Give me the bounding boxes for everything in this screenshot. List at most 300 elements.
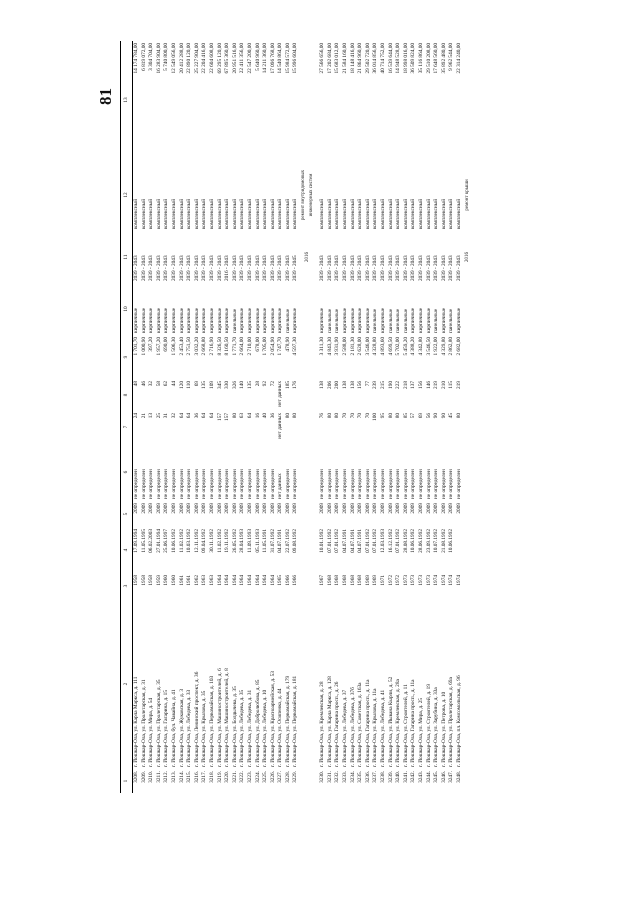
table-row xyxy=(327,41,335,793)
table-cell: 11.02.1992 xyxy=(216,529,223,553)
table-cell: 6 819 072,00 xyxy=(140,43,147,71)
table-cell: 15 683 012,00 xyxy=(334,43,341,74)
table-cell: 80 xyxy=(231,413,238,419)
table-cell: г. Йошкар-Ола, ул. Жуковская, д. 3 xyxy=(178,688,185,767)
table-cell: 64 xyxy=(208,413,215,419)
table-cell: 35 116 864,00 xyxy=(417,43,424,74)
table-cell: 2039 - 2043 xyxy=(326,255,333,281)
section-note-row xyxy=(300,41,315,793)
table-cell: 1973 xyxy=(425,575,432,586)
table-cell: 32 xyxy=(148,381,155,387)
table-cell: 1964 xyxy=(224,575,231,586)
table-row xyxy=(232,41,240,793)
empty-cell xyxy=(464,527,472,573)
table-cell: панельные xyxy=(402,308,409,333)
table-cell: 58 xyxy=(155,381,162,387)
table-cell: 11.02.1992 xyxy=(178,529,185,553)
table-cell: 1964 xyxy=(254,575,261,586)
table-cell: 2 710,00 xyxy=(246,337,253,356)
table-cell: 1959 xyxy=(155,575,162,586)
table-cell: 1966 xyxy=(292,575,299,586)
table-cell: не определен xyxy=(216,469,223,499)
table-cell: 2009 xyxy=(193,503,200,514)
table-cell: 2009 xyxy=(163,503,170,514)
table-cell: 28.08.1992 xyxy=(402,529,409,553)
empty-cell xyxy=(464,283,472,335)
table-cell: 10.07.1992 xyxy=(433,529,440,553)
table-cell: г. Йошкар-Ола, ул. Кремлевская, д. 28 xyxy=(319,681,326,767)
table-cell: 40 xyxy=(262,413,269,419)
table-cell: комплексный xyxy=(216,198,223,229)
table-cell: 140 xyxy=(239,381,246,389)
table-cell: г. Йошкар-Ола, ул. Осипенко, д. 44 xyxy=(277,688,284,767)
table-row xyxy=(334,41,342,793)
table-cell: 2009 xyxy=(246,503,253,514)
table-cell: не определен xyxy=(342,469,349,499)
table-cell: не определен xyxy=(372,469,379,499)
table-cell: 23.09.1992 xyxy=(425,529,432,553)
table-cell: 3219. xyxy=(216,771,223,783)
table-cell: 3213. xyxy=(170,771,177,783)
table-cell: г. Йошкар-Ола, ул. Петрова, д. 10 xyxy=(440,691,447,767)
table-cell: кирпичные xyxy=(455,307,462,333)
table-cell: 115 xyxy=(448,381,455,389)
table-cell: 14 211 360,00 xyxy=(262,43,269,74)
table-cell: 10.06.1992 xyxy=(448,529,455,553)
table-cell: 200 xyxy=(334,381,341,389)
table-cell: 3225. xyxy=(262,771,269,783)
table-cell: 45 xyxy=(448,413,455,419)
table-cell: 29 510 208,00 xyxy=(425,43,432,74)
table-cell: 2039 - 2043 xyxy=(186,255,193,281)
table-cell: комплексный xyxy=(284,198,291,229)
table-cell: 3234. xyxy=(349,771,356,783)
table-cell: г. Йошкар-Ола, ул. Первомайская, д. 181 xyxy=(292,675,299,767)
table-row xyxy=(426,41,434,793)
table-cell xyxy=(456,527,464,573)
table-cell: 2039 - 2043 xyxy=(246,255,253,281)
table-cell: 3214. xyxy=(178,771,185,783)
table-cell: 5 640 960,00 xyxy=(254,43,261,71)
table-cell: 16 xyxy=(254,413,261,419)
table-cell: 4 699,50 xyxy=(387,337,394,356)
section-note-row xyxy=(464,41,472,793)
table-cell: не определен xyxy=(326,469,333,499)
table-cell: комплексный xyxy=(425,198,432,229)
table-cell: кирпичные xyxy=(239,307,246,333)
table-cell: г. Йошкар-Ола, Гагарина просп., д. 11а xyxy=(364,679,371,767)
table-cell: г. Йошкар-Ола, ул. Крылова, д. 11а xyxy=(372,688,379,767)
table-cell: кирпичные xyxy=(140,307,147,333)
table-cell: 3218. xyxy=(208,771,215,783)
table-cell: 56 xyxy=(425,413,432,419)
table-cell: 05.11.1993 xyxy=(254,529,261,553)
table-row xyxy=(201,41,209,793)
table-cell: кирпичные xyxy=(133,307,139,333)
table-cell: кирпичные xyxy=(170,307,177,333)
table-cell: 2 716,90 xyxy=(208,337,215,356)
table-cell: 1974 xyxy=(448,575,455,586)
table-cell: 80 xyxy=(326,413,333,419)
table-cell: комплексный xyxy=(319,198,326,229)
table-cell: комплексный xyxy=(133,198,139,229)
table-cell: 2039 - 2043 xyxy=(425,255,432,281)
table-cell: г. Йошкар-Ола, Ленинский проспект, д. 36 xyxy=(193,671,200,767)
empty-cell xyxy=(464,335,472,379)
table-cell: 185 xyxy=(284,381,291,389)
table-cell: 1968 xyxy=(349,575,356,586)
table-cell: 90 xyxy=(433,413,440,419)
table-cell: г. Йошкар-Ола, ул. Советская, д. 163а xyxy=(357,682,364,767)
table-cell: 2009 xyxy=(277,503,284,514)
table-cell: г. Йошкар-Ола, ул. Машиностроителей, д. 8 xyxy=(224,668,231,767)
table-cell: г. Йошкар-Ола, бул. Чавайна, д. 41 xyxy=(170,689,177,767)
table-cell: 330 xyxy=(224,381,231,389)
table-cell: г. Йошкар-Ола, ул. Йывана Кырли, д. 52 xyxy=(387,676,394,767)
table-cell: 2039 - 2043 xyxy=(155,255,162,281)
table-cell: комплексный xyxy=(395,198,402,229)
table-cell: 69 xyxy=(193,381,200,387)
table-cell: 31.07.1992 xyxy=(269,529,276,553)
table-cell: 1 747,70 xyxy=(277,337,284,356)
table-cell: 2009 xyxy=(455,503,462,514)
table-cell: комплексный xyxy=(433,198,440,229)
table-cell: 21 xyxy=(140,413,147,419)
table-row xyxy=(141,41,149,793)
table-cell: 12 549 056,00 xyxy=(170,43,177,74)
table-cell: г. Йошкар-Ола, ул. Лебедева, д. 37б xyxy=(349,687,356,767)
table-cell: 2 751,50 xyxy=(186,337,193,356)
table-cell: панельные xyxy=(231,308,238,333)
table-cell: 92 xyxy=(262,381,269,387)
table-cell: г. Йошкар-Ола, ул. Первомайская, д. 103 xyxy=(208,675,215,767)
table-cell: 21 864 960,00 xyxy=(357,43,364,74)
table-cell: кирпичные xyxy=(216,307,223,333)
table-cell: не определен xyxy=(319,469,326,499)
table-cell: комплексный xyxy=(170,198,177,229)
table-cell: 2009 xyxy=(425,503,432,514)
table-cell: 1964 xyxy=(246,575,253,586)
table-cell: 219 xyxy=(433,381,440,389)
table-cell: панельные xyxy=(372,308,379,333)
table-cell: 3221. xyxy=(231,771,238,783)
table-cell: кирпичные xyxy=(201,307,208,333)
table-row xyxy=(380,41,388,793)
table-row xyxy=(357,41,365,793)
table-cell: 30.11.1992 xyxy=(208,529,215,553)
table-cell: 3229. xyxy=(292,771,299,783)
table-cell: 2039 - 2043 xyxy=(387,255,394,281)
column-header: 10 xyxy=(121,283,133,335)
table-cell: 14 174 784,00 xyxy=(133,43,139,74)
table-cell: 04.07.1991 xyxy=(357,529,364,553)
table-cell: 72 xyxy=(269,381,276,387)
table-cell: панельные xyxy=(395,308,402,333)
table-cell: 22.07.1992 xyxy=(284,529,291,553)
table-cell: 25 xyxy=(155,413,162,419)
column-header: 1 xyxy=(121,769,133,793)
table-cell: не определен xyxy=(380,469,386,499)
note-period: 2016 xyxy=(304,252,310,262)
table-cell: кирпичные xyxy=(246,307,253,333)
table-cell: 2 453,40 xyxy=(178,337,185,356)
table-row xyxy=(209,41,217,793)
table-cell: 2009 xyxy=(410,503,417,514)
table-cell: комплексный xyxy=(208,198,215,229)
table-cell: г. Йошкар-Ола, ул. Мира, д. 54 xyxy=(148,697,155,767)
table-cell: 2 181,30 xyxy=(349,337,356,356)
table-cell: 1 922,00 xyxy=(433,337,440,356)
table-row xyxy=(292,41,300,793)
table-cell: комплексный xyxy=(440,198,447,229)
table-cell: 21.08.1992 xyxy=(440,529,447,553)
table-cell: не определен xyxy=(292,469,299,499)
table-cell: 70 xyxy=(342,413,349,419)
table-cell: 2009 xyxy=(201,503,208,514)
table-cell: 1958 xyxy=(133,575,139,586)
table-row xyxy=(403,41,411,793)
table-cell: 3245. xyxy=(433,771,440,783)
table-row xyxy=(372,41,380,793)
table-cell: кирпичные xyxy=(193,307,200,333)
table-cell: комплексный xyxy=(326,198,333,229)
table-cell: 1974 xyxy=(433,575,440,586)
table-cell: 62 xyxy=(163,381,170,387)
table-cell: нет данных xyxy=(277,413,284,439)
table-cell: 1969 xyxy=(364,575,371,586)
table-cell: 06.02.2003 xyxy=(148,529,155,553)
table-cell: 69 295 120,00 xyxy=(216,43,223,74)
table-cell: кирпичные xyxy=(148,307,155,333)
table-cell: 2009 xyxy=(319,503,326,514)
table-row xyxy=(441,41,449,793)
table-cell: 397,20 xyxy=(148,337,155,352)
table-cell: 2039 - 2043 xyxy=(349,255,356,281)
table-row xyxy=(262,41,270,793)
table-cell: 2039 - 2043 xyxy=(239,255,246,281)
table-row xyxy=(194,41,202,793)
empty-cell xyxy=(300,283,315,335)
table-cell: 2009 xyxy=(448,503,455,514)
table-cell: 22 604 608,00 xyxy=(208,43,215,74)
table-cell: не определен xyxy=(349,469,356,499)
table-cell: комплексный xyxy=(262,198,269,229)
table-row xyxy=(433,41,441,793)
table-cell: 64 xyxy=(201,413,208,419)
table-cell: 219 xyxy=(455,381,462,389)
table-cell: 3244. xyxy=(425,771,432,783)
table-cell: не определен xyxy=(246,469,253,499)
empty-cell xyxy=(300,379,315,411)
table-cell: комплексный xyxy=(148,198,155,229)
table-cell: 76 xyxy=(319,413,326,419)
table-cell: 80 xyxy=(292,413,299,419)
table-cell: 326 xyxy=(231,381,238,389)
table-cell: 1972 xyxy=(387,575,394,586)
table-cell: 10.03.1992 xyxy=(186,529,193,553)
empty-cell xyxy=(300,527,315,573)
table-cell: 64 xyxy=(178,413,185,419)
column-header: 11 xyxy=(121,231,133,283)
table-cell: кирпичные xyxy=(410,307,417,333)
table-cell: комплексный xyxy=(269,198,276,229)
column-header: 2 xyxy=(121,599,133,769)
table-cell: комплексный xyxy=(140,198,147,229)
table-cell: 2009 xyxy=(262,503,269,514)
table-cell: не определен xyxy=(387,469,394,499)
table-cell: 57 xyxy=(410,413,417,419)
table-cell: г. Йошкар-Ола, ул. Лебедева, д. 35 xyxy=(239,689,246,767)
table-cell: 27 566 656,00 xyxy=(319,43,326,74)
table-cell: 2039 - 2043 xyxy=(140,255,147,281)
table-row xyxy=(255,41,263,793)
table-cell: кирпичные xyxy=(342,307,349,333)
table-cell: 4 342,80 xyxy=(417,337,424,356)
table-cell: комплексный xyxy=(254,198,261,229)
table-cell: 3 931,90 xyxy=(334,337,341,356)
table-cell: г. Йошкар-Ола, ул. Лебедева, д. 41 xyxy=(380,689,386,767)
table-cell: 3 304 704,00 xyxy=(148,43,155,71)
table-cell: 2009 xyxy=(326,503,333,514)
table-cell: 3220. xyxy=(224,771,231,783)
table-cell: 2009 xyxy=(334,503,341,514)
table-cell: комплексный xyxy=(402,198,409,229)
table-cell: комплексный xyxy=(239,198,246,229)
table-cell: 21 584 160,00 xyxy=(342,43,349,74)
table-cell: г. Йошкар-Ола, ул. Лебедева, д. 33 xyxy=(186,689,193,767)
table-cell: 2 588,00 xyxy=(342,337,349,356)
table-cell: 25.06.1997 xyxy=(163,529,170,553)
table-cell: не определен xyxy=(208,469,215,499)
table-cell: 1966 xyxy=(284,575,291,586)
table-cell: 2039 - 2043 xyxy=(193,255,200,281)
column-header: 7 xyxy=(121,411,133,443)
table-row xyxy=(239,41,247,793)
table-cell: г. Йошкар-Ола, ул. Машиностроителей, д. 6 xyxy=(216,668,223,767)
note-label: ремонт крыши xyxy=(464,179,470,211)
empty-cell xyxy=(300,501,315,527)
table-cell: комплексный xyxy=(231,198,238,229)
table-cell: кирпичные xyxy=(224,307,231,333)
table-row xyxy=(277,41,285,793)
table-row xyxy=(224,41,232,793)
table-cell: 2039 - 2043 xyxy=(455,255,462,281)
table-cell: 110 xyxy=(186,381,193,389)
table-cell: 4 893,60 xyxy=(380,337,386,356)
table-cell: 3226. xyxy=(269,771,276,783)
table-cell: 3211. xyxy=(155,771,162,783)
table-cell: 17 648 560,00 xyxy=(433,43,440,74)
table-cell: не определен xyxy=(364,469,371,499)
table-cell: 3242. xyxy=(410,771,417,783)
table-cell: г. Йошкар-Ола, ул. Крылова, д. 35 xyxy=(201,690,208,767)
table-cell: 1964 xyxy=(231,575,238,586)
table-cell: 22 411 356,00 xyxy=(239,43,246,74)
column-header: 4 xyxy=(121,527,133,573)
table-cell: 1965 xyxy=(277,575,284,586)
table-cell: 27.01.1994 xyxy=(155,529,162,553)
table-cell: не определен xyxy=(395,469,402,499)
table-cell: не определен xyxy=(231,469,238,499)
table-cell: 09.04.1992 xyxy=(201,529,208,553)
empty-cell xyxy=(300,335,315,379)
empty-cell xyxy=(300,41,315,159)
table-cell: 10.06.1992 xyxy=(410,529,417,553)
table-cell: 80 xyxy=(395,413,402,419)
table-cell: комплексный xyxy=(417,198,424,229)
table-cell: 2039 - 2043 xyxy=(342,255,349,281)
table-cell: 2039 - 2043 xyxy=(319,255,326,281)
table-cell: 3 546,50 xyxy=(425,337,432,356)
table-cell: 176 xyxy=(292,381,299,389)
table-cell: кирпичные xyxy=(357,307,364,333)
table-cell: 3223. xyxy=(246,771,253,783)
table-cell: 2 862,80 xyxy=(448,337,455,356)
table-cell: 2009 xyxy=(216,503,223,514)
housing-repair-table xyxy=(120,41,471,793)
table-cell: не определен xyxy=(262,469,269,499)
table-cell: 156 xyxy=(357,381,364,389)
table-cell: 4 329,80 xyxy=(440,337,447,356)
table-cell: комплексный xyxy=(448,198,455,229)
table-cell: 2039 - 2043 xyxy=(148,255,155,281)
table-cell: г. Йошкар-Ола, ул. Гагарина, д. 15 xyxy=(163,690,170,767)
table-cell: 3237. xyxy=(372,771,379,783)
table-cell: г. Йошкар-Ола, ул. Лебедева, д. 37 xyxy=(342,689,349,767)
table-cell: 2009 xyxy=(186,503,193,514)
table-cell: 3 546,00 xyxy=(364,337,371,356)
table-cell: 17 202 684,00 xyxy=(326,43,333,74)
table-cell: кирпичные xyxy=(208,307,215,333)
table-cell: 2009 xyxy=(372,503,379,514)
table-cell: комплексный xyxy=(372,198,379,229)
table-cell: 1968 xyxy=(334,575,341,586)
table-cell: 5 740 800,00 xyxy=(163,43,170,71)
table-cell: 3230. xyxy=(319,771,326,783)
table-cell: не определен xyxy=(178,469,185,499)
table-cell: не определен xyxy=(433,469,440,499)
table-cell: кирпичные xyxy=(155,307,162,333)
table-cell: 2009 xyxy=(364,503,371,514)
empty-cell xyxy=(300,769,315,793)
table-cell: 70 xyxy=(357,413,364,419)
table-cell: нет данных xyxy=(277,473,284,499)
table-cell: 2009 xyxy=(417,503,424,514)
table-cell: 15 996 604,00 xyxy=(292,43,299,74)
table-cell: 3224. xyxy=(254,771,261,783)
table-cell: 3233. xyxy=(342,771,349,783)
table-cell: 2009 xyxy=(387,503,394,514)
table-cell: 2039 - 2043 xyxy=(380,255,386,281)
column-header: 8 xyxy=(121,379,133,411)
table-cell: панельные xyxy=(387,308,394,333)
table-cell: 2039 - 2043 xyxy=(216,255,223,281)
table-cell: комплексный xyxy=(364,198,371,229)
table-cell: не определен xyxy=(148,469,155,499)
table-cell: 20 951 516,00 xyxy=(231,43,238,74)
table-cell: 157 xyxy=(216,413,223,421)
table-cell: 3236. xyxy=(364,771,371,783)
table-cell: 1968 xyxy=(326,575,333,586)
table-cell: не определен xyxy=(163,469,170,499)
table-row xyxy=(217,41,225,793)
table-cell: не определен xyxy=(417,469,424,499)
table-cell: 2 628,00 xyxy=(357,337,364,356)
table-cell: 690,00 xyxy=(163,337,170,352)
table-cell: 1961 xyxy=(178,575,185,586)
table-cell: 120 xyxy=(178,381,185,389)
table-cell: 2009 xyxy=(133,503,139,514)
